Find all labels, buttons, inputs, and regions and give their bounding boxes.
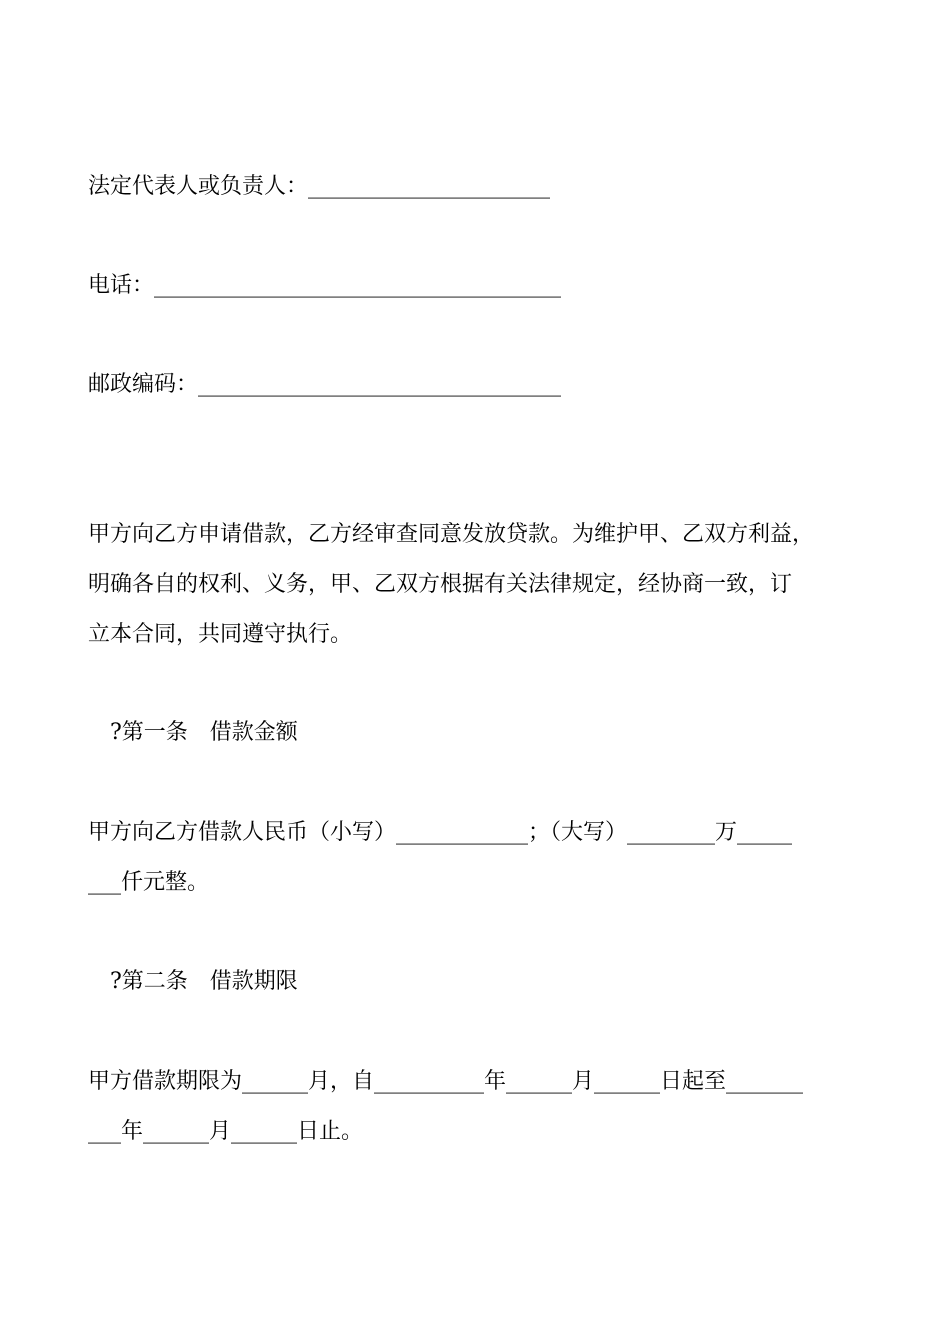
preamble-line-1: 甲方向乙方申请借款，乙方经审查同意发放贷款。为维护甲、乙双方利益，: [88, 522, 815, 547]
preamble-line-3: 立本合同，共同遵守执行。: [88, 622, 353, 647]
article-2-line-1: 甲方借款期限为______月，自__________年______月______日起至_______: [88, 1069, 804, 1094]
article-2-line-2: ___年______月______日止。: [88, 1119, 364, 1144]
article-2-heading: ?第二条 借款期限: [110, 969, 298, 994]
article-1-line-1: 甲方向乙方借款人民币（小写）____________；（大写）________万_____: [88, 820, 793, 845]
preamble-line-2: 明确各自的权利、义务，甲、乙双方根据有关法律规定，经协商一致，订: [88, 572, 793, 597]
article-1-line-2: ___仟元整。: [88, 870, 210, 895]
postal-code-line: 邮政编码：_________________________________: [88, 372, 562, 397]
phone-line: 电话：_____________________________________: [88, 273, 562, 298]
article-1-heading: ?第一条 借款金额: [110, 720, 298, 745]
legal-rep-line: 法定代表人或负责人：______________________: [88, 174, 551, 199]
